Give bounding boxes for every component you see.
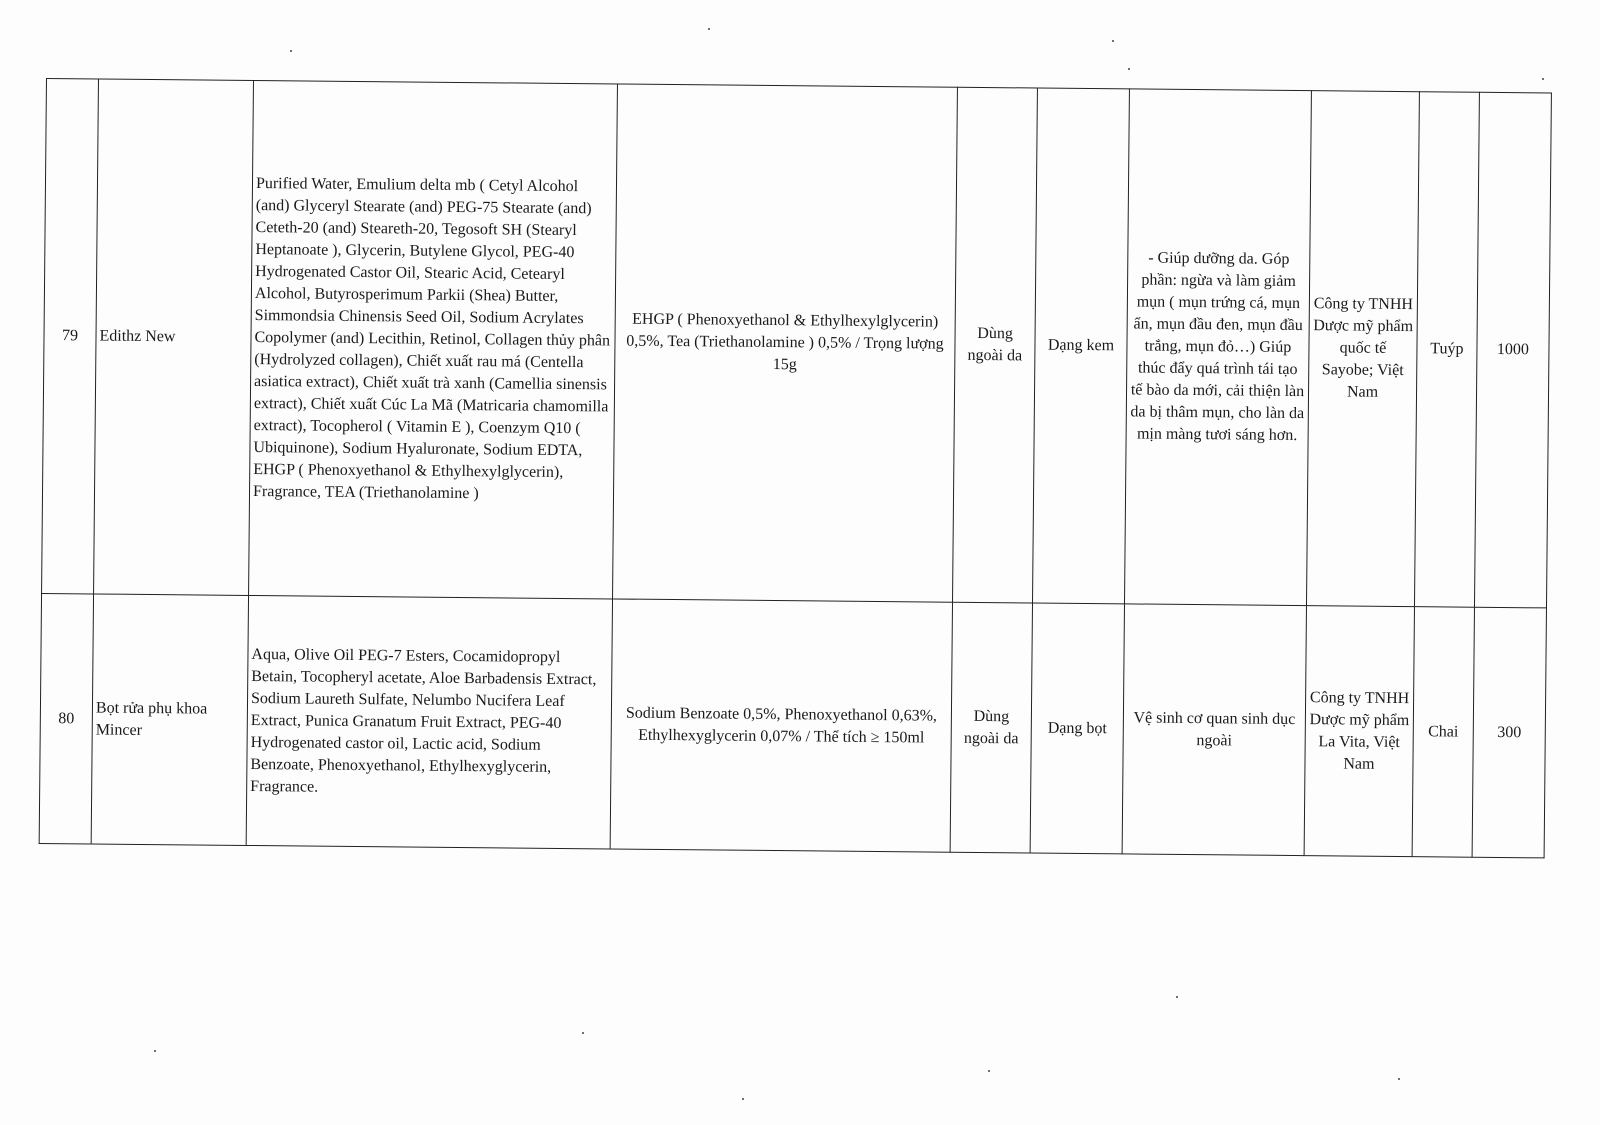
row-number: 79 — [42, 79, 99, 594]
scan-speck — [708, 28, 710, 30]
ingredients-cell: Aqua, Olive Oil PEG-7 Esters, Cocamidopropyl Betain, Tocopheryl acetate, Aloe Barbadensis Extract, Sodium Laureth Sulfate, Nelumbo Nucifera Leaf Extract, Punica Granatum Fruit Extract, PEG-40 Hydrogenated castor oil, Lactic acid, Sodium Benzoate, Phenoxyethanol, Ethylhexyglycerin, Fragrance. — [246, 595, 612, 848]
form-cell: Dạng bọt — [1030, 603, 1124, 854]
row-number: 80 — [39, 593, 93, 843]
function-cell: - Giúp dưỡng da. Góp phần: ngừa và làm giảm mụn ( mụn trứng cá, mụn ẩn, mụn đầu đen, mụn đầu trắng, mụn đỏ…) Giúp thúc đẩy quá trình tái tạo tế bào da mới, cải thiện làn da bị thâm mụn, cho làn da mịn màng tươi sáng hơn. — [1125, 89, 1312, 606]
function-cell: Vệ sinh cơ quan sinh dục ngoài — [1122, 604, 1306, 856]
preservatives-cell: Sodium Benzoate 0,5%, Phenoxyethanol 0,63%, Ethylhexyglycerin 0,07% / Thể tích ≥ 150ml — [610, 599, 952, 852]
manufacturer-cell: Công ty TNHH Dược mỹ phẩm quốc tế Sayobe; Việt Nam — [1306, 91, 1419, 607]
preservatives-cell: EHGP ( Phenoxyethanol & Ethylhexylglycerin) 0,5%, Tea (Triethanolamine ) 0,5% / Trọng lượng 15g — [613, 84, 958, 602]
product-name: Bọt rửa phụ khoa Mincer — [91, 594, 248, 845]
unit-cell: Chai — [1412, 607, 1474, 858]
scan-speck — [1542, 78, 1544, 80]
ingredients-cell: Purified Water, Emulium delta mb ( Cetyl Alcohol (and) Glyceryl Stearate (and) PEG-75 Stearate (and) Ceteth-20 (and) Steareth-20, Tegosoft SH (Stearyl Heptanoate ), Glycerin, Butylene Glycol, PEG-40 Hydrogenated Castor Oil, Stearic Acid, Cetearyl Alcohol, Butyrosperimum Parkii (Shea) Butter, Simmondsia Chinensis Seed Oil, Sodium Acrylates Copolymer (and) Lecithin, Retinol, Collagen thủy phân (Hydrolyzed collagen), Chiết xuất rau má (Centella asiatica extract), Chiết xuất trà xanh (Camellia sinensis extract), Chiết xuất Cúc La Mã (Matricaria chamomilla extract), Tocopherol ( Vitamin E ), Coenzym Q10 ( Ubiquinone), Sodium Hyaluronate, Sodium EDTA, EHGP ( Phenoxyethanol & Ethylhexylglycerin), Fragrance, TEA (Triethanolamine ) — [249, 80, 618, 598]
scan-speck — [1112, 40, 1114, 42]
product-table — [39, 78, 1552, 858]
usage-cell: Dùng ngoài da — [953, 87, 1038, 603]
unit-cell: Tuýp — [1414, 92, 1479, 608]
table-row — [42, 79, 1552, 608]
scan-speck — [582, 1032, 584, 1034]
scan-speck — [154, 1050, 156, 1052]
table-row — [39, 593, 1546, 857]
scan-speck — [1398, 1078, 1400, 1080]
quantity-cell: 300 — [1472, 607, 1546, 858]
scan-speck — [1176, 996, 1178, 998]
scan-speck — [1128, 68, 1130, 70]
manufacturer-cell: Công ty TNHH Dược mỹ phẩm La Vita, Việt Nam — [1304, 606, 1414, 857]
scan-speck — [742, 1098, 744, 1100]
scan-speck — [988, 1070, 990, 1072]
usage-cell: Dùng ngoài da — [950, 602, 1032, 853]
form-cell: Dạng kem — [1033, 88, 1130, 604]
product-name: Edithz New — [94, 79, 254, 595]
quantity-cell: 1000 — [1474, 92, 1551, 608]
scan-speck — [290, 50, 292, 52]
